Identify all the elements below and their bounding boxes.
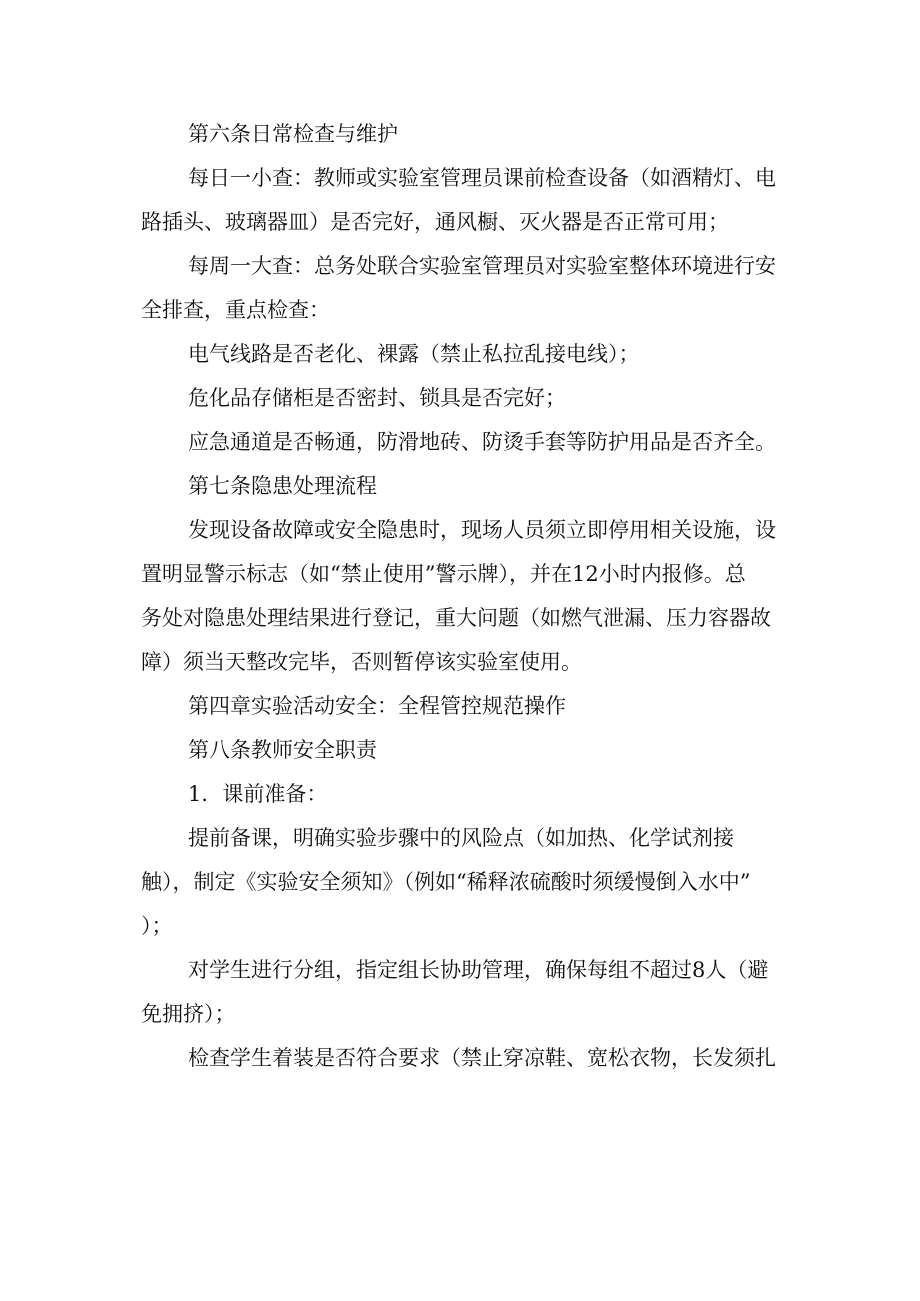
text-line: 电气线路是否老化、裸露（禁止私拉乱接电线）； — [188, 342, 640, 366]
electrical-check-item — [141, 332, 791, 376]
daily-check-paragraph — [141, 156, 791, 244]
text-line: 第八条教师安全职责 — [188, 738, 377, 762]
text-line: 对学生进行分组，指定组长协助管理，确保每组不超过8人（避 — [188, 958, 769, 982]
text-line: 1．课前准备： — [188, 782, 328, 806]
text-line: 检查学生着装是否符合要求（禁止穿凉鞋、宽松衣物，长发须扎 — [188, 1046, 776, 1070]
text-line: 路插头、玻璃器皿）是否完好，通风橱、灭火器是否正常可用； — [141, 210, 729, 234]
text-line: 第六条日常检查与维护 — [188, 122, 398, 146]
lesson-prep-paragraph — [141, 816, 791, 948]
text-line: ）； — [141, 914, 173, 938]
text-line: 危化品存储柜是否密封、锁具是否完好； — [188, 386, 566, 410]
text-line: 务处对隐患处理结果进行登记，重大问题（如燃气泄漏、压力容器故 — [141, 606, 771, 630]
hazmat-check-item — [141, 376, 791, 420]
article-6-heading — [141, 112, 791, 156]
text-line: 发现设备故障或安全隐患时，现场人员须立即停用相关设施，设 — [188, 518, 776, 542]
text-line: 提前备课，明确实验步骤中的风险点（如加热、化学试剂接 — [188, 826, 734, 850]
text-line: 第七条隐患处理流程 — [188, 474, 377, 498]
chapter-4-heading — [141, 684, 791, 728]
text-line: 每周一大查：总务处联合实验室管理员对实验室整体环境进行安 — [188, 254, 776, 278]
text-line: 触），制定《实验安全须知》（例如“稀释浓硫酸时须缓慢倒入水中” — [141, 870, 751, 894]
grouping-paragraph — [141, 948, 791, 1036]
document-body — [141, 112, 791, 1080]
pre-class-prep-heading — [141, 772, 791, 816]
article-8-heading — [141, 728, 791, 772]
text-line: 障）须当天整改完毕，否则暂停该实验室使用。 — [141, 650, 582, 674]
text-line: 每日一小查：教师或实验室管理员课前检查设备（如酒精灯、电 — [188, 166, 776, 190]
text-line: 免拥挤）； — [141, 1002, 236, 1026]
emergency-check-item — [141, 420, 791, 464]
attire-check-paragraph — [141, 1036, 791, 1080]
weekly-check-paragraph — [141, 244, 791, 332]
hazard-process-paragraph — [141, 508, 791, 684]
text-line: 置明显警示标志（如“禁止使用”警示牌），并在12小时内报修。总 — [141, 562, 746, 586]
text-line: 第四章实验活动安全：全程管控规范操作 — [188, 694, 566, 718]
text-line: 应急通道是否畅通，防滑地砖、防烫手套等防护用品是否齐全。 — [188, 430, 776, 454]
article-7-heading — [141, 464, 791, 508]
text-line: 全排查，重点检查： — [141, 298, 330, 322]
